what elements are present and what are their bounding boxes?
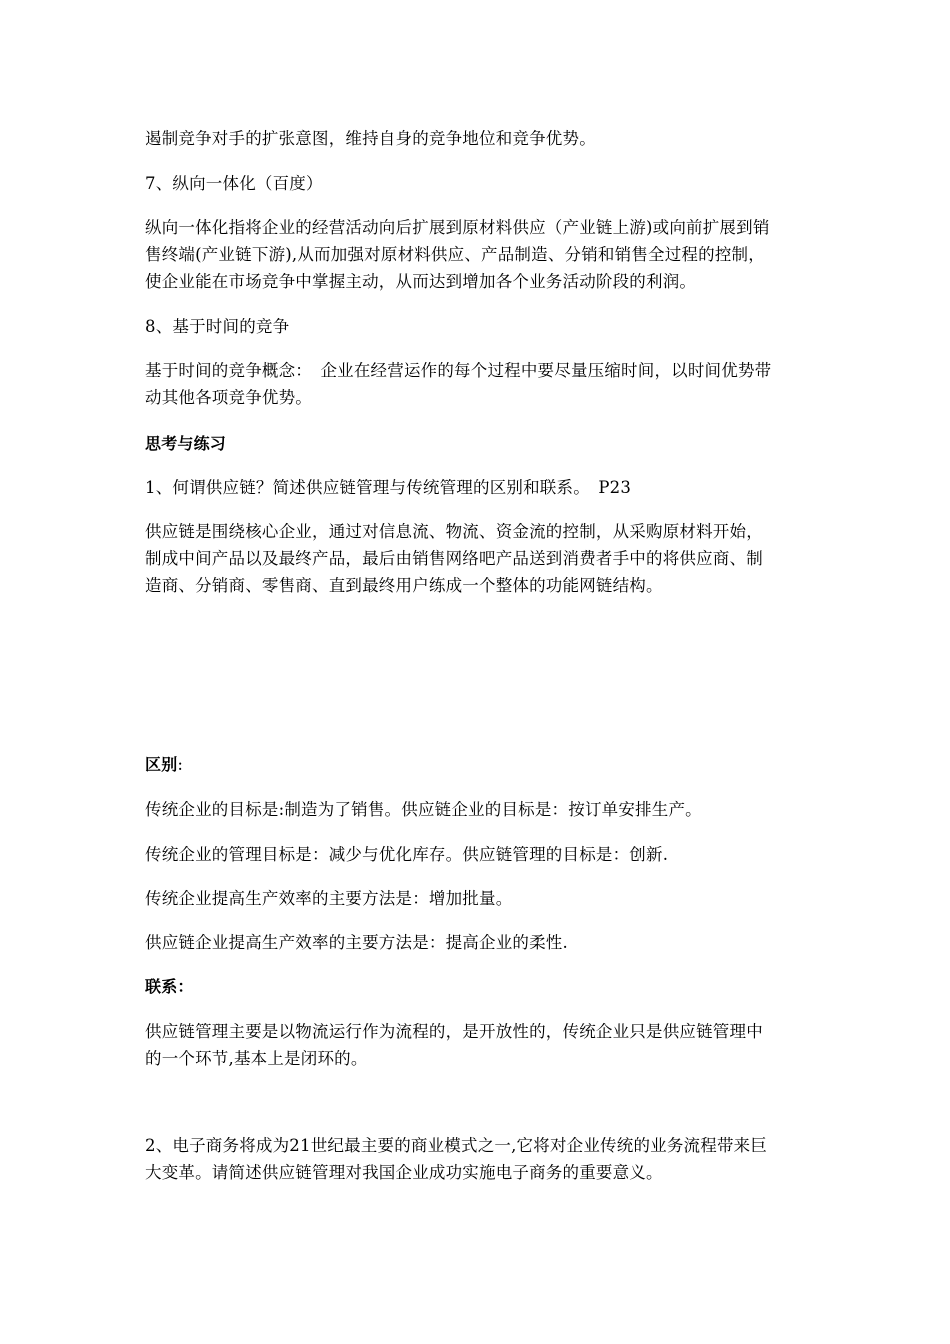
text-line: 基于时间的竞争概念： 企业在经营运作的每个过程中要尽量压缩时间，以时间优势带 — [145, 361, 772, 380]
text-line: 1、何谓供应链？简述供应链管理与传统管理的区别和联系。 P23 — [145, 478, 632, 497]
bold-label: 区别 — [145, 755, 178, 774]
item-time-based-competition-title — [145, 313, 810, 340]
answer-1-definition — [145, 518, 810, 599]
text-line: 8、基于时间的竞争 — [145, 317, 290, 336]
item-vertical-integration-title — [145, 170, 810, 197]
subheading-differences — [145, 751, 810, 778]
difference-3 — [145, 885, 810, 912]
subheading-connections — [145, 973, 810, 1000]
colon: : — [177, 755, 184, 774]
text-line: 使企业能在市场竞争中掌握主动，从而达到增加各个业务活动阶段的利润。 — [145, 272, 697, 291]
text-line: 传统企业提高生产效率的主要方法是：增加批量。 — [145, 889, 513, 908]
paragraph-vertical-integration — [145, 214, 810, 295]
text-line: 售终端(产业链下游),从而加强对原材料供应、产品制造、分销和销售全过程的控制， — [145, 245, 765, 264]
text-line — [145, 751, 810, 778]
difference-2 — [145, 841, 810, 868]
difference-4 — [145, 929, 810, 956]
paragraph-time-based-competition — [145, 357, 810, 411]
text-line: 思考与练习 — [145, 434, 227, 453]
text-line: 遏制竞争对手的扩张意图，维持自身的竞争地位和竞争优势。 — [145, 129, 596, 148]
text-line: 纵向一体化指将企业的经营活动向后扩展到原材料供应（产业链上游)或向前扩展到销 — [145, 218, 770, 237]
text-line: 2、电子商务将成为21世纪最主要的商业模式之一,它将对企业传统的业务流程带来巨 — [145, 1136, 768, 1155]
text-line: 传统企业的管理目标是：减少与优化库存。供应链管理的目标是：创新. — [145, 845, 669, 864]
text-line: 供应链企业提高生产效率的主要方法是：提高企业的柔性. — [145, 933, 568, 952]
paragraph-competition-advantage — [145, 125, 810, 152]
text-line: 供应链管理主要是以物流运行作为流程的，是开放性的，传统企业只是供应链管理中 — [145, 1022, 763, 1041]
section-heading-exercises — [145, 430, 810, 457]
text-line: 动其他各项竞争优势。 — [145, 388, 312, 407]
text-line: 造商、分销商、零售商、直到最终用户练成一个整体的功能网链结构。 — [145, 576, 663, 595]
connection-paragraph — [145, 1018, 810, 1072]
text-line: 7、纵向一体化（百度） — [145, 174, 323, 193]
question-1 — [145, 474, 810, 501]
difference-1 — [145, 796, 810, 823]
text-line: 制成中间产品以及最终产品，最后由销售网络吧产品送到消费者手中的将供应商、制 — [145, 549, 763, 568]
text-line: 联系： — [145, 977, 194, 996]
text-line: 大变革。请简述供应链管理对我国企业成功实施电子商务的重要意义。 — [145, 1163, 663, 1182]
text-line: 的一个环节,基本上是闭环的。 — [145, 1049, 368, 1068]
question-2 — [145, 1132, 810, 1186]
text-line: 传统企业的目标是:制造为了销售。供应链企业的目标是：按订单安排生产。 — [145, 800, 702, 819]
text-line: 供应链是围绕核心企业，通过对信息流、物流、资金流的控制，从采购原材料开始， — [145, 522, 763, 541]
